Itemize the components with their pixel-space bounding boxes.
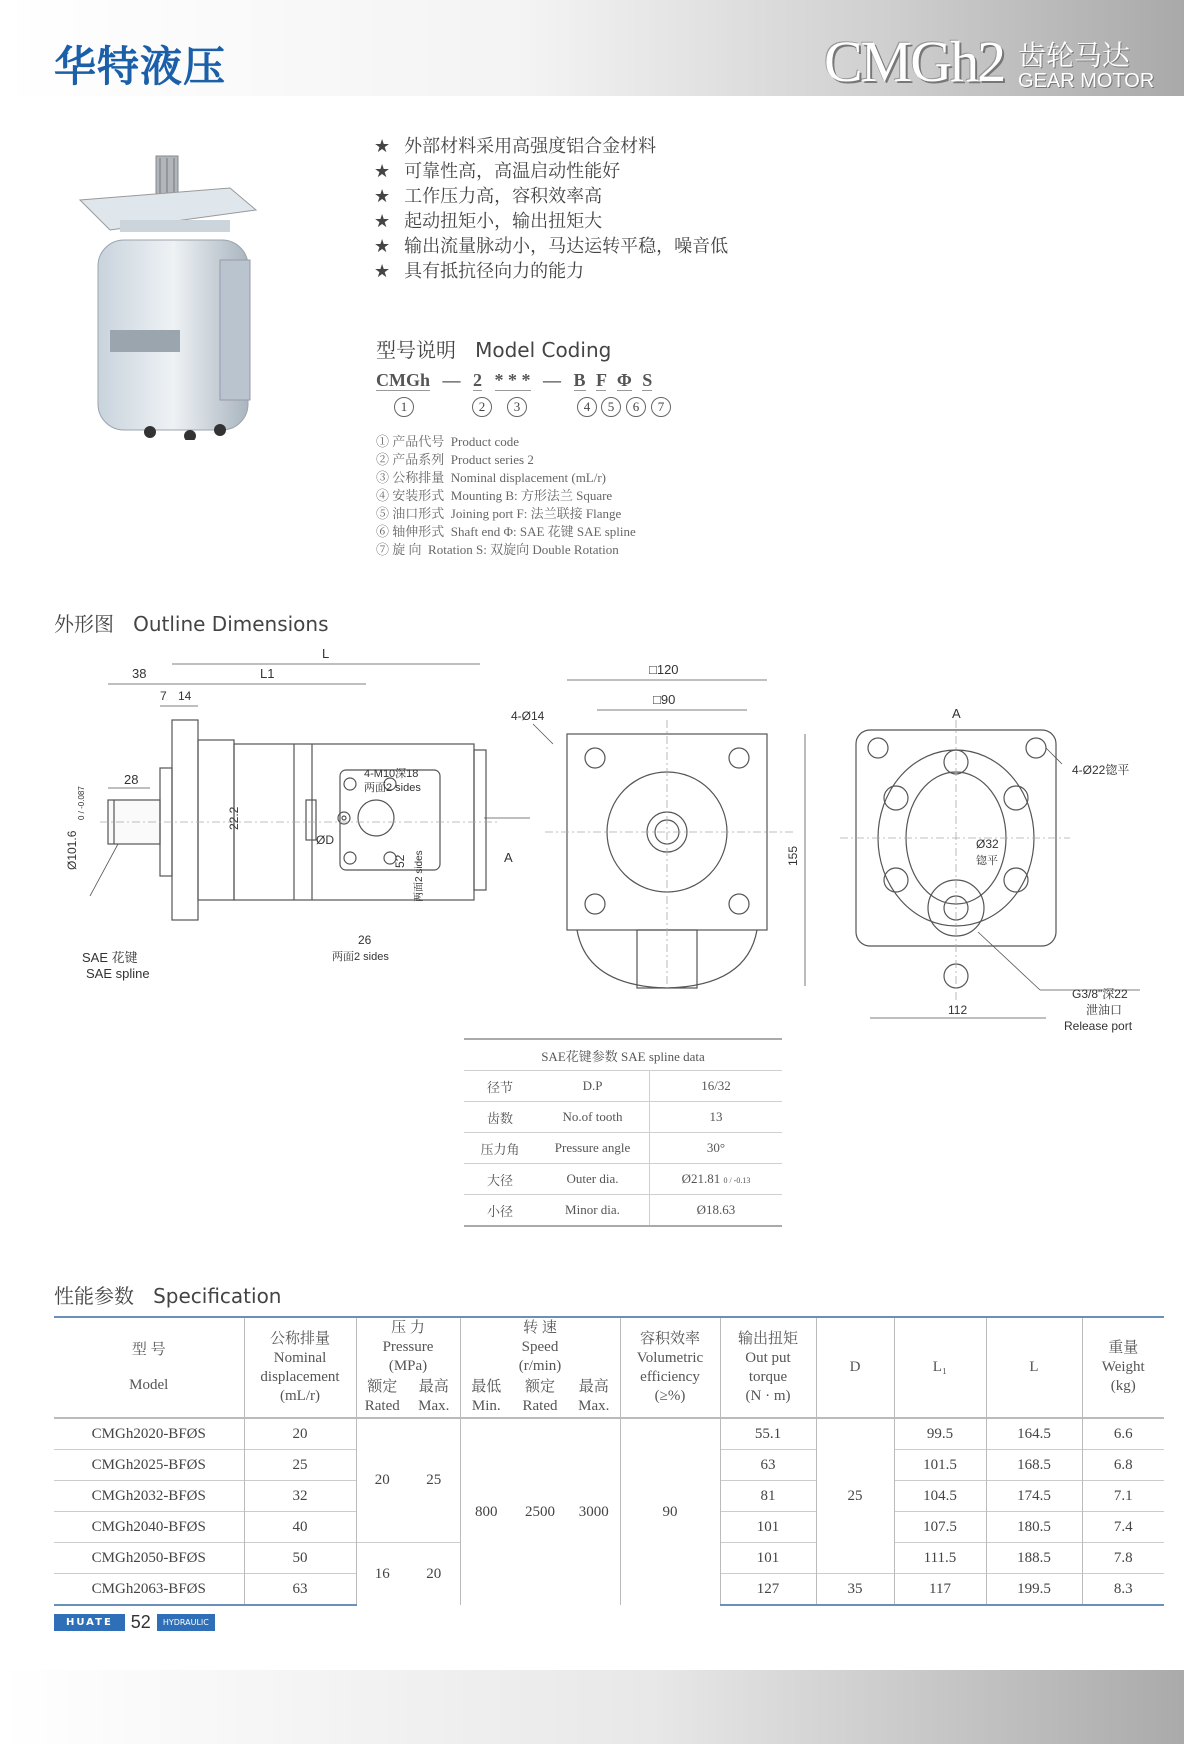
svg-text:L: L: [322, 646, 330, 661]
page-footer: [54, 1612, 215, 1632]
col-press-rated: 额定 Rated: [356, 1377, 408, 1418]
col-model: 型 号 Model: [54, 1317, 244, 1418]
svg-text:0 / -0.087: 0 / -0.087: [77, 786, 86, 820]
col-d: D: [816, 1317, 894, 1418]
svg-text:A: A: [504, 850, 513, 865]
model-title: CMGh2: [824, 29, 1005, 94]
svg-text:22.2: 22.2: [227, 806, 241, 830]
code-number: 3: [507, 396, 527, 417]
page-number: 52: [130, 1611, 151, 1632]
code-number: 4: [577, 396, 597, 417]
title-cn: 齿轮马达: [1018, 39, 1131, 72]
col-l1: L₁: [894, 1317, 986, 1418]
code-number: 7: [651, 396, 671, 417]
footer-tag: HYDRAULIC: [157, 1614, 215, 1631]
svg-text:155: 155: [786, 845, 800, 866]
col-torque: 输出扭矩 Out put torque (N · m): [720, 1317, 816, 1418]
star-icon: ★: [374, 236, 391, 257]
spec-table: [54, 1316, 1164, 1606]
svg-text:SAE spline: SAE spline: [86, 966, 150, 981]
legend-line: ④ 安装形式 Mounting B: 方形法兰 Square: [376, 488, 613, 503]
svg-text:G3/8"深22: G3/8"深22: [1072, 987, 1128, 1001]
svg-text:4-M10深18: 4-M10深18: [364, 768, 419, 780]
svg-text:两面2 sides: 两面2 sides: [414, 850, 425, 902]
table-row: 压力角 Pressure angle 30°: [464, 1133, 782, 1164]
table-row: 小径 Minor dia. Ø18.63: [464, 1195, 782, 1227]
table-row: 径节 D.P 16/32: [464, 1071, 782, 1102]
svg-text:26: 26: [358, 933, 372, 947]
table-row: CMGh2020-BFØS 20 20 25 800 2500 3000 90 55.1 25 99.5 164.5 6.6: [54, 1418, 1164, 1450]
legend-line: ⑥ 轴伸形式 Shaft end Φ: SAE 花键 SAE spline: [376, 524, 636, 539]
svg-text:□120: □120: [649, 662, 679, 677]
col-weight: 重量 Weight (kg): [1082, 1317, 1164, 1418]
star-icon: ★: [374, 136, 391, 157]
legend-line: ① 产品代号 Product code: [376, 434, 520, 449]
feature-item: ★ 起动扭矩小，输出扭矩大: [374, 211, 603, 232]
col-speed: 转 速 Speed (r/min): [460, 1317, 620, 1377]
table-row: 齿数 No.of tooth 13: [464, 1102, 782, 1133]
code-number: 1: [394, 396, 414, 417]
svg-text:112: 112: [948, 1003, 968, 1017]
legend-line: ⑦ 旋 向 Rotation S: 双旋向 Double Rotation: [376, 542, 619, 557]
svg-text:两面2 sides: 两面2 sides: [332, 951, 389, 963]
table-row: CMGh2040-BFØS 40 101 107.5 180.5 7.4: [54, 1512, 1164, 1543]
feature-item: ★ 输出流量脉动小，马达运转平稳，噪音低: [374, 236, 729, 257]
model-code: CMGh — 2 * * * — B F Φ S: [376, 370, 653, 390]
svg-text:泄油口: 泄油口: [1086, 1003, 1123, 1017]
col-l: L: [986, 1317, 1082, 1418]
col-efficiency: 容积效率 Volumetric efficiency (≥%): [620, 1317, 720, 1418]
svg-text:Ø101.6: Ø101.6: [65, 830, 79, 870]
svg-text:L1: L1: [260, 666, 275, 681]
svg-text:28: 28: [124, 772, 139, 787]
code-number: 6: [626, 396, 646, 417]
star-icon: ★: [374, 161, 391, 182]
svg-text:锪平: 锪平: [976, 855, 998, 867]
star-icon: ★: [374, 261, 391, 282]
svg-text:38: 38: [132, 666, 147, 681]
table-row: CMGh2050-BFØS 50 16 20 101 111.5 188.5 7.8: [54, 1543, 1164, 1574]
front-view-drawing: [505, 660, 815, 1000]
svg-text:两面2 sides: 两面2 sides: [364, 782, 421, 794]
legend-line: ② 产品系列 Product series 2: [376, 452, 534, 467]
outline-heading: 外形图 Outline Dimensions: [54, 612, 329, 636]
col-displacement: 公称排量 Nominal displacement (mL/r): [244, 1317, 356, 1418]
star-icon: ★: [374, 211, 391, 232]
feature-item: ★ 工作压力高，容积效率高: [374, 186, 603, 207]
col-speed-max: 最高 Max.: [578, 1379, 610, 1414]
col-press-max: 最高 Max.: [418, 1379, 450, 1414]
table-row: CMGh2025-BFØS 25 63 101.5 168.5 6.8: [54, 1450, 1164, 1481]
svg-text:52: 52: [393, 854, 407, 868]
spec-heading: 性能参数 Specification: [54, 1284, 282, 1308]
col-speed-min: 最低 Min.: [460, 1377, 512, 1418]
feature-item: ★ 具有抵抗径向力的能力: [374, 261, 585, 282]
svg-text:Release port: Release port: [1064, 1019, 1133, 1033]
svg-text:SAE 花键: SAE 花键: [82, 950, 138, 965]
side-view-drawing: [60, 640, 540, 1000]
col-pressure: 压 力 Pressure (MPa): [356, 1317, 460, 1377]
table-row: 大径 Outer dia. Ø21.81 0 / -0.13: [464, 1164, 782, 1195]
svg-text:□90: □90: [653, 692, 676, 707]
table-row: CMGh2032-BFØS 32 81 104.5 174.5 7.1: [54, 1481, 1164, 1512]
legend-line: ③ 公称排量 Nominal displacement (mL/r): [376, 470, 607, 485]
feature-item: ★ 外部材料采用高强度铝合金材料: [374, 136, 657, 157]
svg-text:7: 7: [160, 689, 167, 703]
star-icon: ★: [374, 186, 391, 207]
feature-item: ★ 可靠性高，高温启动性能好: [374, 161, 621, 182]
title-en: GEAR MOTOR: [1018, 70, 1155, 92]
col-speed-rated: 额定 Rated: [522, 1379, 558, 1414]
svg-text:ØD: ØD: [316, 833, 334, 847]
spline-table: [464, 1038, 782, 1227]
legend-line: ⑤ 油口形式 Joining port F: 法兰联接 Flange: [376, 506, 622, 521]
product-photo: [70, 150, 270, 440]
brand-name: 华特液压: [54, 42, 227, 91]
svg-text:14: 14: [178, 689, 192, 703]
spline-title-row: SAE花键参数 SAE spline data: [464, 1039, 782, 1071]
svg-text:4-Ø22锪平: 4-Ø22锪平: [1072, 763, 1130, 777]
svg-text:Ø32: Ø32: [976, 837, 999, 851]
svg-text:A: A: [952, 706, 961, 721]
code-number: 5: [601, 396, 621, 417]
bottom-band: [0, 1670, 1184, 1744]
table-row: CMGh2063-BFØS 63 127 35 117 199.5 8.3: [54, 1574, 1164, 1606]
rear-view-drawing: [840, 700, 1170, 1040]
model-coding-heading: 型号说明 Model Coding: [376, 338, 612, 362]
svg-text:4-Ø14: 4-Ø14: [511, 709, 545, 723]
code-number: 2: [472, 396, 492, 417]
footer-brand: HUATE: [54, 1614, 125, 1631]
